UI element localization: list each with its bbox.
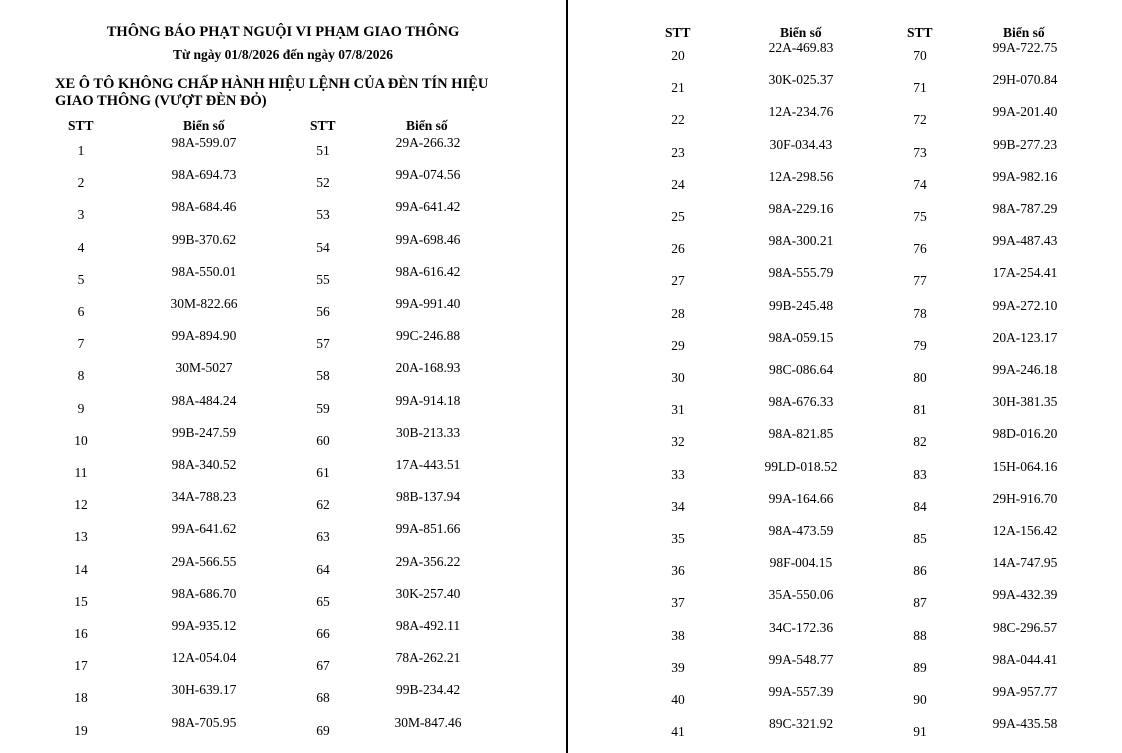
row-plate: 98A-340.52: [171, 457, 237, 472]
row-plate: 99A-851.66: [395, 521, 461, 537]
row-stt: 67: [316, 658, 330, 674]
row-stt: 71: [913, 80, 927, 96]
stt-header: STT: [68, 118, 94, 133]
row-stt: 9: [77, 400, 85, 416]
row-stt: 1: [77, 143, 85, 158]
row-plate: 89C-321.92: [768, 716, 834, 732]
row-stt: 84: [913, 498, 927, 514]
row-plate: 30M-5027: [175, 360, 233, 376]
row-plate: 98A-550.01: [171, 263, 237, 279]
row-stt: 39: [671, 659, 685, 675]
row-stt: 40: [671, 692, 685, 707]
row-plate: 30K-257.40: [395, 585, 461, 601]
row-plate: 98A-705.95: [171, 714, 237, 730]
row-stt: 34: [671, 498, 685, 514]
row-stt: 25: [671, 209, 685, 224]
row-stt: 82: [913, 434, 927, 450]
row-stt: 41: [671, 724, 685, 740]
row-plate: 20A-168.93: [395, 360, 461, 376]
plate-header: Biển số: [406, 118, 448, 133]
row-plate: 98A-484.24: [171, 392, 237, 408]
row-stt: 87: [913, 595, 927, 611]
row-plate: 14A-747.95: [992, 555, 1058, 571]
row-stt: 72: [913, 112, 927, 128]
row-stt: 31: [671, 402, 685, 418]
row-plate: 99A-432.39: [992, 587, 1058, 603]
row-plate: 12A-054.04: [171, 650, 237, 666]
row-stt: 69: [316, 722, 330, 738]
row-stt: 8: [77, 368, 85, 384]
row-stt: 54: [316, 239, 330, 255]
row-stt: 36: [671, 563, 685, 579]
page-divider: [566, 0, 568, 753]
row-stt: 60: [316, 432, 330, 448]
row-plate: 78A-262.21: [395, 650, 461, 666]
row-stt: 3: [77, 207, 85, 223]
row-stt: 58: [316, 368, 330, 384]
row-plate: 99A-722.75: [992, 40, 1058, 55]
row-plate: 30B-213.33: [395, 424, 461, 440]
plate-header: Biển số: [780, 25, 822, 40]
row-stt: 57: [316, 336, 330, 352]
row-plate: 17A-443.51: [395, 457, 461, 472]
row-plate: 98C-296.57: [992, 619, 1058, 635]
row-plate: 34C-172.36: [768, 619, 834, 635]
stt-header: STT: [665, 25, 691, 40]
row-plate: 98A-676.33: [768, 394, 834, 410]
row-plate: 12A-156.42: [992, 523, 1058, 538]
row-stt: 81: [913, 402, 927, 418]
stt-header: STT: [907, 25, 933, 40]
row-stt: 2: [77, 175, 85, 191]
row-stt: 18: [74, 690, 88, 706]
row-plate: 99A-487.43: [992, 233, 1058, 249]
row-plate: 99A-548.77: [768, 651, 834, 667]
row-plate: 98F-004.15: [769, 555, 833, 571]
row-stt: 65: [316, 593, 330, 609]
row-stt: 83: [913, 466, 927, 482]
row-stt: 85: [913, 531, 927, 546]
row-plate: 29H-916.70: [992, 490, 1058, 506]
row-plate: 98A-684.46: [171, 199, 237, 215]
row-stt: 7: [77, 336, 85, 352]
row-plate: 30M-822.66: [170, 296, 238, 311]
date-range: Từ ngày 01/8/2026 đến ngày 07/8/2026: [172, 47, 393, 62]
row-stt: 4: [77, 239, 85, 255]
plate-header: Biển số: [183, 118, 225, 133]
row-stt: 66: [316, 626, 330, 641]
row-plate: 98A-787.29: [992, 201, 1058, 216]
row-plate: 30F-034.43: [769, 136, 833, 152]
row-stt: 11: [74, 465, 88, 480]
row-plate: 99C-246.88: [395, 328, 461, 344]
row-stt: 89: [913, 659, 927, 675]
row-stt: 68: [316, 690, 330, 706]
row-stt: 52: [316, 175, 330, 191]
row-stt: 23: [671, 144, 685, 160]
row-plate: 17A-254.41: [992, 265, 1058, 281]
row-stt: 17: [74, 658, 88, 674]
row-stt: 73: [913, 144, 927, 160]
row-stt: 26: [671, 241, 685, 257]
row-stt: 80: [913, 370, 927, 385]
row-plate: 98A-599.07: [171, 135, 237, 150]
row-stt: 59: [316, 400, 330, 416]
row-plate: 99A-074.56: [395, 167, 461, 183]
row-stt: 30: [671, 370, 685, 385]
row-plate: 99B-245.48: [768, 297, 834, 313]
row-plate: 98A-059.15: [768, 329, 834, 345]
row-plate: 99A-957.77: [992, 684, 1058, 699]
plate-header: Biển số: [1003, 25, 1045, 40]
row-stt: 63: [316, 529, 330, 545]
row-stt: 21: [671, 80, 685, 96]
row-stt: 24: [671, 176, 685, 192]
row-stt: 62: [316, 497, 330, 513]
row-stt: 12: [74, 497, 88, 513]
row-stt: 88: [913, 627, 927, 643]
row-stt: 77: [913, 273, 927, 289]
row-stt: 37: [671, 595, 685, 611]
row-stt: 15: [74, 593, 88, 609]
row-stt: 74: [913, 176, 927, 192]
stt-header: STT: [310, 118, 336, 133]
row-stt: 86: [913, 563, 927, 579]
row-stt: 91: [913, 724, 927, 740]
row-stt: 51: [316, 143, 330, 158]
row-stt: 10: [74, 432, 88, 448]
row-plate: 30K-025.37: [768, 72, 834, 88]
row-plate: 22A-469.83: [768, 40, 834, 55]
row-stt: 38: [671, 627, 685, 643]
row-plate: 98A-616.42: [395, 263, 461, 279]
row-plate: 99B-247.59: [171, 424, 237, 440]
row-stt: 6: [77, 304, 85, 319]
row-stt: 28: [671, 305, 685, 321]
row-plate: 35A-550.06: [768, 587, 834, 603]
row-stt: 19: [74, 722, 88, 738]
row-plate: 20A-123.17: [992, 329, 1058, 345]
row-plate: 30M-847.46: [394, 714, 462, 730]
row-stt: 16: [74, 626, 88, 641]
row-stt: 75: [913, 209, 927, 224]
row-stt: 61: [316, 465, 330, 480]
row-plate: 98D-016.20: [992, 426, 1058, 442]
row-stt: 55: [316, 271, 330, 287]
row-plate: 29A-356.22: [395, 553, 461, 569]
row-plate: 98A-229.16: [768, 201, 834, 216]
row-stt: 27: [671, 273, 685, 289]
row-plate: 98A-821.85: [768, 426, 834, 442]
row-plate: 98A-686.70: [171, 585, 237, 601]
row-plate: 15H-064.16: [992, 458, 1058, 474]
row-plate: 99B-277.23: [992, 136, 1058, 152]
row-plate: 99LD-018.52: [764, 458, 838, 474]
row-plate: 30H-639.17: [171, 682, 237, 698]
row-plate: 99A-164.66: [768, 490, 834, 506]
row-plate: 98A-694.73: [171, 167, 237, 183]
section-title: XE Ô TÔ KHÔNG CHẤP HÀNH HIỆU LỆNH CỦA ĐÈN TÍN HIỆU GIAO THÔNG (VƯỢT ĐÈN ĐỎ): [55, 76, 489, 109]
row-stt: 29: [671, 337, 685, 353]
row-plate: 12A-298.56: [768, 168, 834, 184]
row-stt: 64: [316, 561, 330, 577]
row-plate: 98A-492.11: [395, 618, 461, 633]
row-stt: 22: [671, 112, 685, 128]
row-stt: 32: [671, 434, 685, 450]
row-plate: 98A-300.21: [768, 233, 834, 249]
row-stt: 78: [913, 305, 927, 321]
row-stt: 14: [74, 561, 88, 577]
row-plate: 99B-234.42: [395, 682, 461, 698]
row-plate: 34A-788.23: [171, 489, 237, 505]
row-plate: 98A-044.41: [992, 651, 1058, 667]
row-plate: 99A-641.62: [171, 521, 237, 537]
row-plate: 99A-982.16: [992, 168, 1058, 184]
row-plate: 99A-914.18: [395, 392, 461, 408]
notice-title: THÔNG BÁO PHẠT NGUỘI VI PHẠM GIAO THÔNG: [106, 24, 460, 40]
row-stt: 20: [671, 48, 685, 63]
row-plate: 99A-641.42: [395, 199, 461, 215]
row-plate: 99A-246.18: [992, 362, 1058, 377]
row-plate: 99A-935.12: [171, 618, 237, 633]
row-stt: 5: [77, 271, 85, 287]
row-plate: 29H-070.84: [992, 72, 1058, 88]
row-plate: 99A-557.39: [768, 684, 834, 699]
row-plate: 98A-473.59: [768, 523, 834, 538]
row-plate: 99B-370.62: [171, 231, 237, 247]
row-stt: 79: [913, 337, 927, 353]
row-stt: 35: [671, 531, 685, 546]
row-plate: 99A-991.40: [395, 296, 461, 311]
row-stt: 13: [74, 529, 88, 545]
row-plate: 98C-086.64: [768, 362, 834, 377]
row-plate: 98B-137.94: [395, 489, 461, 505]
row-stt: 53: [316, 207, 330, 223]
row-plate: 99A-201.40: [992, 104, 1058, 120]
row-plate: 29A-566.55: [171, 553, 237, 569]
row-plate: 30H-381.35: [992, 394, 1058, 410]
row-stt: 56: [316, 304, 330, 319]
row-plate: 98A-555.79: [768, 265, 834, 281]
row-plate: 99A-894.90: [171, 328, 237, 344]
row-plate: 99A-272.10: [992, 297, 1058, 313]
row-stt: 33: [671, 466, 685, 482]
row-plate: 12A-234.76: [768, 104, 834, 120]
row-plate: 99A-435.58: [992, 716, 1058, 732]
row-stt: 90: [913, 692, 927, 707]
row-stt: 70: [913, 48, 927, 63]
row-plate: 99A-698.46: [395, 231, 461, 247]
row-plate: 29A-266.32: [395, 135, 461, 150]
row-stt: 76: [913, 241, 927, 257]
